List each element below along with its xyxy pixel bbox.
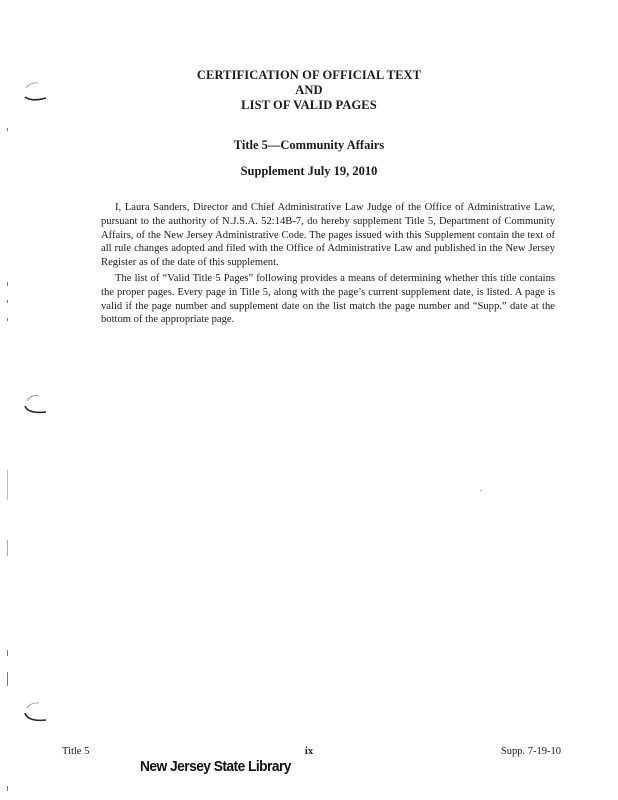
margin-mark: [7, 318, 8, 321]
scan-speck: [480, 490, 481, 491]
punch-hole-bottom: [22, 700, 50, 726]
margin-mark: [7, 540, 8, 556]
page-number: ix: [304, 746, 314, 757]
footer-title: Title 5: [62, 746, 90, 757]
margin-mark: [7, 282, 8, 286]
certification-paragraph: I, Laura Sanders, Director and Chief Administrative Law Judge of the Office of Administrative Law, pursuant to the authority of N.J.S.A. 52:14B-7, do hereby supplement Title 5, Department of Community Affairs, of the New Jersey Administrative Code. The pages issued with this Supplement contain the text of all rule changes adopted and filed with the Office of Administrative Law and published in the New Jersey Register as of the date of this supplement.: [101, 202, 555, 269]
valid-pages-paragraph: The list of “Valid Title 5 Pages” following provides a means of determining whether this title contains the proper pages. Every page in Title 5, along with the page’s current supplement date, is listed. A page is valid if the page number and supplement date on the list match the page number and “Supp.” date at the bottom of the appropriate page.: [101, 273, 555, 326]
margin-mark: [7, 300, 8, 303]
margin-mark: [7, 786, 8, 791]
library-stamp: New Jersey State Library: [140, 758, 291, 775]
footer-supplement: Supp. 7-19-10: [500, 746, 561, 757]
margin-mark: [7, 470, 8, 500]
punch-hole-middle: [22, 392, 50, 418]
heading-and: AND: [295, 83, 323, 97]
margin-mark: [7, 650, 8, 656]
certification-heading: CERTIFICATION OF OFFICIAL TEXT: [196, 68, 422, 82]
valid-pages-heading: LIST OF VALID PAGES: [241, 98, 377, 112]
title-line: Title 5—Community Affairs: [233, 138, 385, 152]
margin-mark: [7, 672, 8, 686]
margin-mark: [7, 128, 8, 131]
supplement-date: Supplement July 19, 2010: [240, 164, 378, 178]
